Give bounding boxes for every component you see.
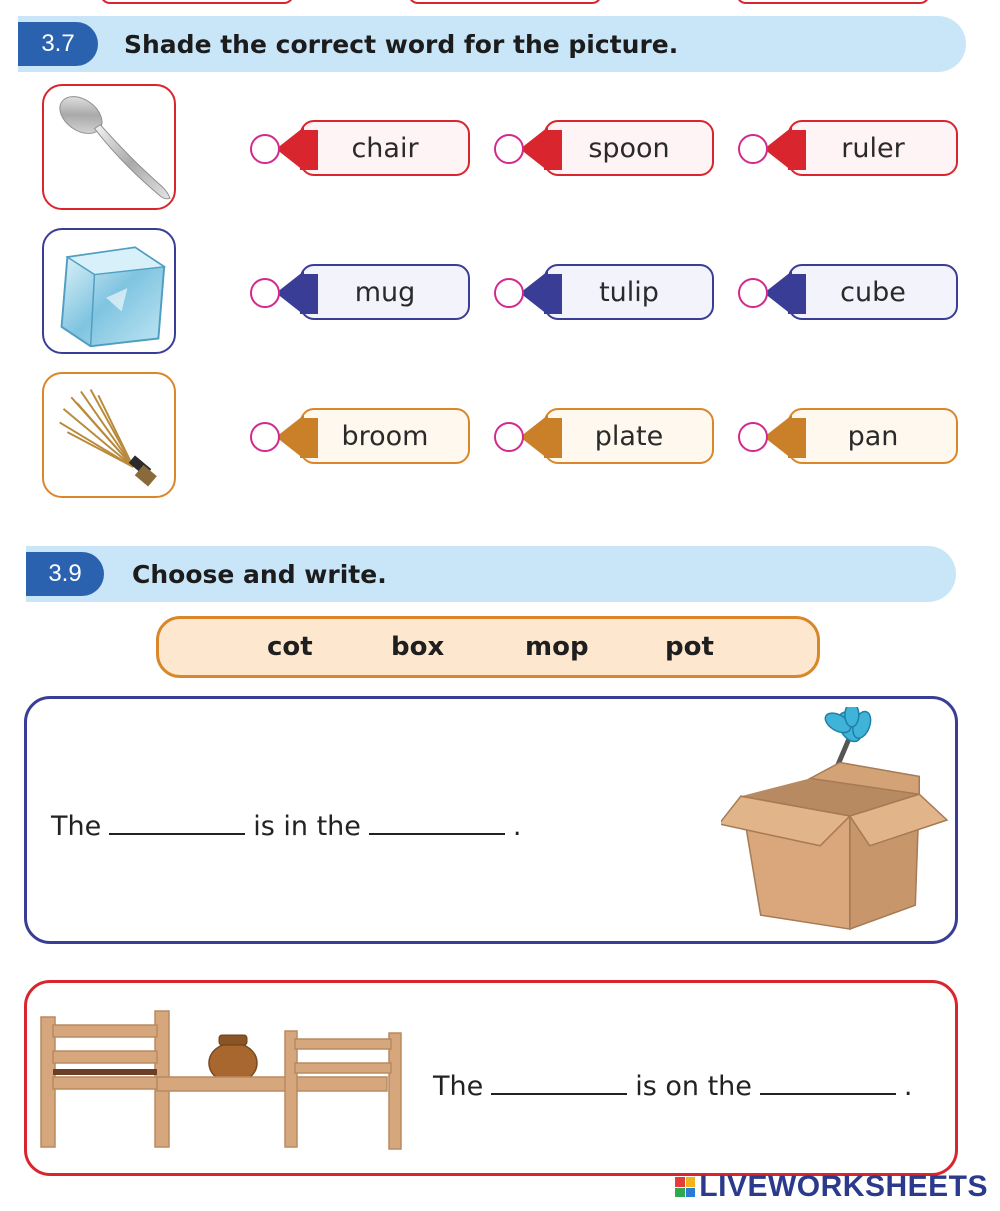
sentence-end: . bbox=[512, 811, 522, 842]
option-label[interactable]: chair bbox=[300, 120, 470, 176]
option-pan[interactable] bbox=[738, 408, 960, 468]
option-label[interactable]: cube bbox=[788, 264, 958, 320]
radio-button[interactable] bbox=[250, 134, 280, 164]
top-tab-2 bbox=[408, 0, 602, 4]
section-title: Choose and write. bbox=[132, 559, 387, 589]
top-tab-3 bbox=[736, 0, 930, 4]
word-bank-item: pot bbox=[665, 632, 714, 662]
brand-text: LIVEWORKSHEETS bbox=[699, 1170, 988, 1203]
top-tab-1 bbox=[100, 0, 294, 4]
option-spoon[interactable] bbox=[494, 120, 716, 180]
sentence-text: The bbox=[51, 811, 102, 842]
section-number: 3.9 bbox=[26, 552, 104, 596]
radio-button[interactable] bbox=[250, 278, 280, 308]
radio-button[interactable] bbox=[738, 422, 768, 452]
word-bank-item: mop bbox=[525, 632, 589, 662]
sentence-2 bbox=[433, 1071, 913, 1102]
ice-cube-picture bbox=[42, 228, 176, 354]
radio-button[interactable] bbox=[738, 134, 768, 164]
section-3-7-header bbox=[18, 16, 966, 72]
spoon-icon bbox=[44, 86, 174, 208]
option-ruler[interactable] bbox=[738, 120, 960, 180]
option-label[interactable]: mug bbox=[300, 264, 470, 320]
broom-icon bbox=[44, 374, 174, 496]
radio-button[interactable] bbox=[494, 278, 524, 308]
sentence-box-1 bbox=[24, 696, 958, 944]
option-label[interactable]: broom bbox=[300, 408, 470, 464]
option-broom[interactable] bbox=[250, 408, 472, 468]
section-number: 3.7 bbox=[18, 22, 98, 66]
sentence-text: The bbox=[433, 1071, 484, 1102]
radio-button[interactable] bbox=[494, 134, 524, 164]
answer-blank[interactable] bbox=[491, 1092, 627, 1095]
option-mug[interactable] bbox=[250, 264, 472, 324]
pot-on-cot-picture bbox=[37, 1003, 417, 1153]
option-label[interactable]: tulip bbox=[544, 264, 714, 320]
mop-in-box-picture bbox=[721, 707, 949, 935]
answer-blank[interactable] bbox=[760, 1092, 896, 1095]
word-bank-item: box bbox=[391, 632, 445, 662]
word-bank bbox=[156, 616, 820, 678]
sentence-box-2 bbox=[24, 980, 958, 1176]
option-chair[interactable] bbox=[250, 120, 472, 180]
liveworksheets-logo bbox=[675, 1170, 988, 1204]
option-label[interactable]: plate bbox=[544, 408, 714, 464]
radio-button[interactable] bbox=[494, 422, 524, 452]
sentence-end: . bbox=[903, 1071, 913, 1102]
spoon-picture bbox=[42, 84, 176, 210]
sentence-text: is on the bbox=[635, 1071, 752, 1102]
section-3-9-header bbox=[26, 546, 956, 602]
section-title: Shade the correct word for the picture. bbox=[124, 29, 679, 59]
word-bank-item: cot bbox=[267, 632, 313, 662]
option-label[interactable]: spoon bbox=[544, 120, 714, 176]
option-tulip[interactable] bbox=[494, 264, 716, 324]
brand-icon bbox=[675, 1177, 695, 1197]
radio-button[interactable] bbox=[250, 422, 280, 452]
sentence-text: is in the bbox=[253, 811, 361, 842]
sentence-1 bbox=[51, 811, 521, 842]
option-label[interactable]: pan bbox=[788, 408, 958, 464]
radio-button[interactable] bbox=[738, 278, 768, 308]
option-cube[interactable] bbox=[738, 264, 960, 324]
ice-cube-icon bbox=[44, 230, 174, 352]
option-plate[interactable] bbox=[494, 408, 716, 468]
answer-blank[interactable] bbox=[369, 832, 505, 835]
option-label[interactable]: ruler bbox=[788, 120, 958, 176]
answer-blank[interactable] bbox=[109, 832, 245, 835]
broom-picture bbox=[42, 372, 176, 498]
